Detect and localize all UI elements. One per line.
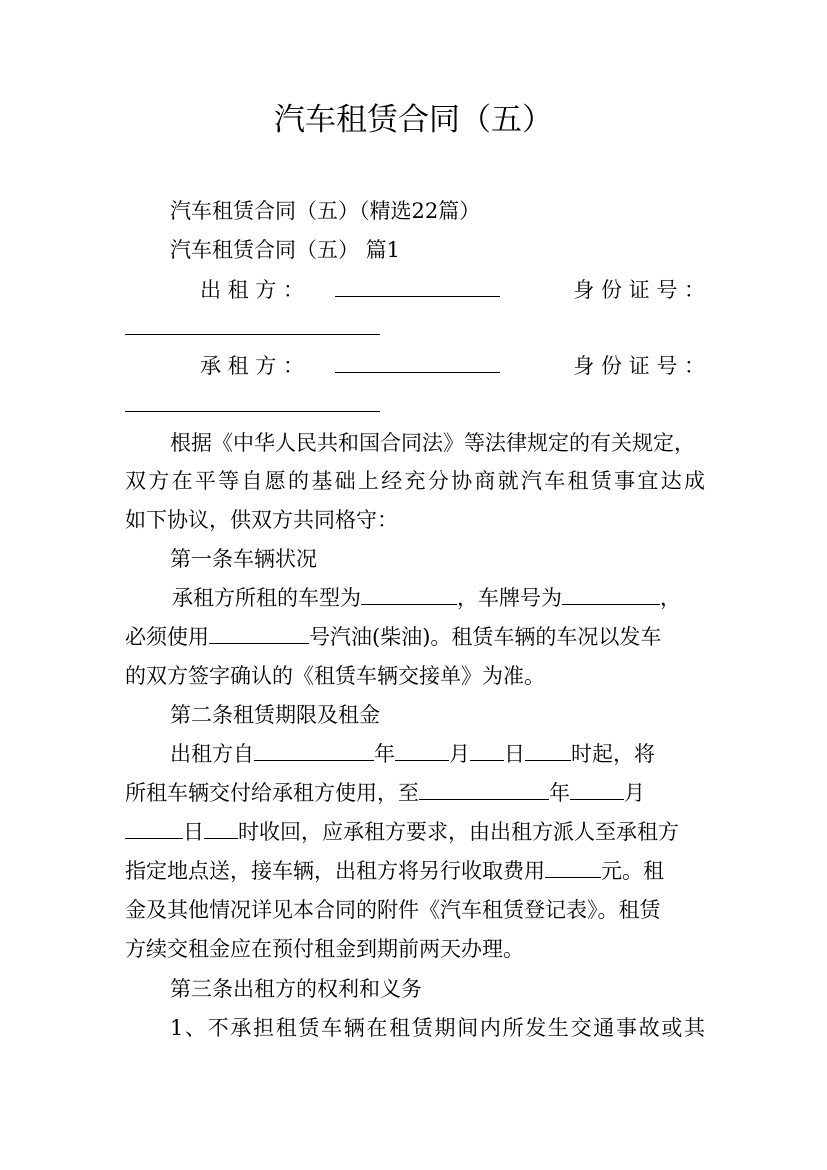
body-text: 号汽油(柴油)。租赁车辆的车况以发车 [309, 625, 662, 649]
body-line: 1、不承担租赁车辆在租赁期间内所发生交通事故或其 [170, 1016, 705, 1040]
body-text: 时起，将 [571, 742, 655, 766]
lessor-id-field[interactable] [125, 334, 380, 335]
body-text: 必须使用 [125, 625, 209, 649]
body-text: 元。租 [601, 859, 664, 883]
body-line: 金及其他情况详见本合同的附件《汽车租赁登记表》。租赁 [125, 898, 661, 922]
body-text: 月 [449, 742, 470, 766]
end-day-field[interactable] [125, 816, 183, 839]
body-line: 如下协议，供双方共同格守： [125, 508, 398, 532]
body-line: 的双方签字确认的《租赁车辆交接单》为准。 [125, 664, 545, 688]
body-text: 月 [624, 781, 645, 805]
article-heading: 第二条租赁期限及租金 [170, 703, 380, 727]
body-text: 出租方自 [170, 742, 254, 766]
lessee-label: 承 租 方 ： [200, 354, 305, 378]
body-line: 方续交租金应在预付租金到期前两天办理。 [125, 937, 524, 961]
id-number-label: 身 份 证 号 ： [573, 354, 705, 378]
end-hour-field[interactable] [204, 816, 238, 839]
delivery-fee-field[interactable] [545, 855, 601, 878]
body-text: 日 [183, 820, 204, 844]
body-text: 时收回，应承租方要求，由出租方派人至承租方 [238, 820, 679, 844]
lessor-label: 出 租 方 ： [200, 278, 305, 302]
article-heading: 第一条车辆状况 [170, 547, 317, 571]
lessor-line [200, 272, 705, 308]
lessee-line [200, 348, 705, 384]
lessor-name-field[interactable] [335, 274, 500, 297]
lessee-name-field[interactable] [335, 350, 500, 373]
plate-number-field[interactable] [562, 582, 660, 605]
article-heading: 第三条出租方的权利和义务 [170, 977, 422, 1001]
body-text: 所租车辆交付给承租方使用，至 [125, 781, 419, 805]
body-line [170, 736, 705, 772]
body-line: 根据《中华人民共和国合同法》等法律规定的有关规定， [170, 431, 695, 455]
start-hour-field[interactable] [525, 738, 571, 761]
start-day-field[interactable] [470, 738, 504, 761]
body-line: 双方在平等自愿的基础上经充分协商就汽车租赁事宜达成 [125, 469, 705, 493]
body-text: ， [660, 586, 681, 610]
subtitle-line: 汽车租赁合同（五）（精选22篇） [170, 199, 481, 223]
end-year-field[interactable] [419, 777, 549, 800]
body-text: 年 [549, 781, 570, 805]
id-number-label: 身 份 证 号 ： [573, 278, 705, 302]
body-text: 指定地点送，接车辆，出租方将另行收取费用 [125, 859, 545, 883]
body-line [125, 775, 705, 811]
start-year-field[interactable] [254, 738, 374, 761]
start-month-field[interactable] [395, 738, 449, 761]
body-line [125, 853, 705, 889]
car-model-field[interactable] [361, 582, 457, 605]
body-text: 承租方所租的车型为 [172, 586, 361, 610]
body-line [172, 580, 705, 616]
body-line [125, 619, 705, 655]
section-heading: 汽车租赁合同（五） 篇1 [170, 238, 401, 262]
body-text: ，车牌号为 [457, 586, 562, 610]
fuel-grade-field[interactable] [209, 621, 309, 644]
body-text: 年 [374, 742, 395, 766]
document-title: 汽车租赁合同（五） [274, 102, 553, 138]
body-line [125, 814, 705, 850]
lessee-id-field[interactable] [125, 411, 380, 412]
end-month-field[interactable] [570, 777, 624, 800]
body-text: 日 [504, 742, 525, 766]
